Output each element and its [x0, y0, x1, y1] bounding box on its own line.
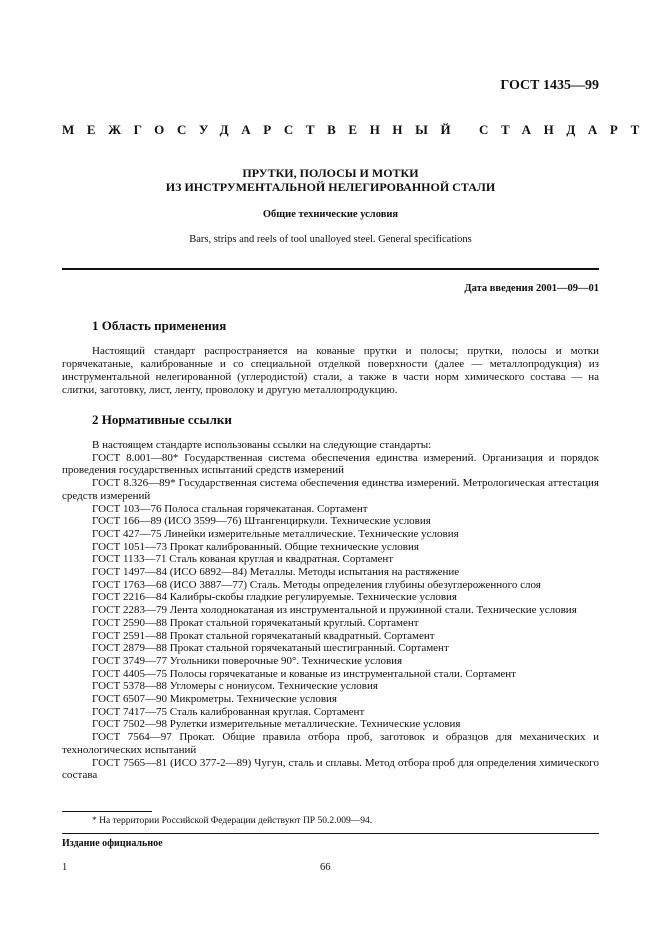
- section-heading-refs: 2 Нормативные ссылки: [92, 412, 232, 427]
- scope-text: [62, 345, 599, 397]
- reference-item: ГОСТ 8.326—89* Государственная система обеспечения единства измерений. Метрологическая аттестация средств измерений: [62, 477, 599, 502]
- document-title: [62, 166, 599, 194]
- document-subtitle: Общие технические условия: [262, 209, 399, 220]
- footer-divider: [62, 833, 599, 834]
- reference-item: ГОСТ 427—75 Линейки измерительные металлические. Технические условия: [92, 527, 459, 540]
- reference-item: ГОСТ 1497—84 (ИСО 6892—84) Металлы. Методы испытания на растяжение: [92, 566, 460, 579]
- standard-kind: МЕЖГОСУДАРСТВЕННЫЙ СТАНДАРТ: [62, 122, 652, 137]
- reference-item: ГОСТ 2283—79 Лента холоднокатаная из инструментальной и пружинной стали. Технические условия: [92, 604, 577, 617]
- title-line-1: ПРУТКИ, ПОЛОСЫ И МОТКИ: [242, 166, 419, 180]
- reference-item: ГОСТ 8.001—80* Государственная система обеспечения единства измерений. Организация и порядок проведения государственных испытаний средств измерений: [62, 451, 599, 477]
- reference-item: ГОСТ 2591—88 Прокат стальной горячекатаный квадратный. Сортамент: [92, 629, 435, 642]
- footnote-divider: [62, 811, 152, 812]
- reference-item: ГОСТ 3749—77 Угольники поверочные 90°. Технические условия: [92, 654, 403, 667]
- reference-item: ГОСТ 1133—71 Сталь кованая круглая и квадратная. Сортамент: [92, 553, 394, 566]
- section-heading-scope: 1 Область применения: [92, 318, 227, 333]
- reference-item: В настоящем стандарте использованы ссылки на следующие стандарты:: [92, 439, 432, 451]
- title-line-2: ИЗ ИНСТРУМЕНТАЛЬНОЙ НЕЛЕГИРОВАННОЙ СТАЛИ: [165, 180, 496, 194]
- references-list: [62, 439, 599, 782]
- reference-item: ГОСТ 7502—98 Рулетки измерительные металлические. Технические условия: [92, 718, 461, 731]
- reference-item: ГОСТ 1051—73 Прокат калиброванный. Общие технические условия: [92, 540, 419, 553]
- title-divider: [62, 268, 599, 270]
- footnote: * На территории Российской Федерации действуют ПР 50.2.009—94.: [92, 816, 373, 826]
- reference-item: ГОСТ 1763—68 (ИСО 3887—77) Сталь. Методы определения глубины обезуглероженного слоя: [92, 578, 541, 591]
- english-title: Bars, strips and reels of tool unalloyed steel. General specifications: [189, 234, 472, 245]
- reference-item: ГОСТ 166—89 (ИСО 3599—76) Штангенциркули. Технические условия: [92, 515, 431, 528]
- official-edition-label: Издание официальное: [62, 838, 163, 849]
- reference-item: ГОСТ 7417—75 Сталь калиброванная круглая. Сортамент: [92, 705, 365, 718]
- reference-item: ГОСТ 2216—84 Калибры-скобы гладкие регулируемые. Технические условия: [92, 591, 457, 604]
- reference-item: ГОСТ 5378—88 Угломеры с нониусом. Технические условия: [92, 680, 378, 693]
- reference-item: ГОСТ 103—76 Полоса стальная горячекатаная. Сортамент: [92, 502, 368, 515]
- reference-item: ГОСТ 4405—75 Полосы горячекатаные и кованые из инструментальной стали. Сортамент: [92, 667, 516, 680]
- reference-item: ГОСТ 2879—88 Прокат стальной горячекатаный шестигранный. Сортамент: [92, 642, 449, 655]
- reference-item: ГОСТ 7564—97 Прокат. Общие правила отбора проб, заготовок и образцов для механических и технологических испытаний: [62, 731, 599, 756]
- scope-paragraph: Настоящий стандарт распространяется на кованые прутки и полосы; прутки, полосы и мотки горячекатаные, калиброванные и со специальной отделкой поверхности (далее — металлопродукция) из инструментальной нелегированной (углеродистой) стали, а также в части норм химического состава — на слитки, заготовку, лист, ленту, проволоку и другую металлопродукцию.: [62, 345, 599, 396]
- gost-number: ГОСТ 1435—99: [500, 78, 599, 93]
- issue-number: 1: [62, 862, 68, 873]
- intro-date: Дата введения 2001—09—01: [464, 283, 599, 294]
- page-number: 66: [320, 862, 331, 873]
- reference-item: ГОСТ 7565—81 (ИСО 377-2—89) Чугун, сталь и сплавы. Метод отбора проб для определения химического состава: [62, 756, 599, 782]
- reference-item: ГОСТ 6507—90 Микрометры. Технические условия: [92, 693, 337, 706]
- reference-item: ГОСТ 2590—88 Прокат стальной горячекатаный круглый. Сортамент: [92, 616, 419, 629]
